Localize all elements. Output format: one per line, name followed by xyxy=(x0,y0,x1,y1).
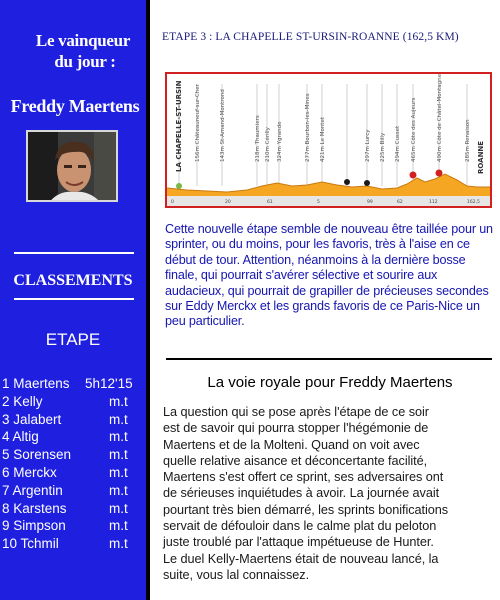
svg-text:225m Billy: 225m Billy xyxy=(380,132,386,162)
standings-rider-name: 6 Merckx xyxy=(2,464,57,480)
svg-text:465m Côte des Aujeurs: 465m Côte des Aujeurs xyxy=(411,97,417,162)
svg-text:20: 20 xyxy=(225,200,231,205)
standings-rider-time: m.t xyxy=(109,429,128,445)
svg-text:297m Lurcy: 297m Lurcy xyxy=(365,129,371,162)
stage-description: Cette nouvelle étape semble de nouveau être taillée pour un sprinter, ou du moins, pour les favoris, très à l'aise en ce début de tour. Attention, néanmoins à la dernière bosse finale, qui pourrait s'avérer sélective et sourire aux audacieux, qui pourrait de grapiller de précieuses secondes sur Eddy Merckx et les grands favoris de ce Paris-Nice un peu particulier. xyxy=(165,222,493,329)
rider-photo-image xyxy=(28,132,118,202)
standings-rider-time: m.t xyxy=(109,411,128,427)
classements-title: CLASSEMENTS xyxy=(13,272,133,289)
standings-row xyxy=(2,517,142,535)
standings-rider-time: m.t xyxy=(109,447,128,463)
standings-row xyxy=(2,411,142,429)
article-line: La question qui se pose après l'étape de ce soir xyxy=(163,405,429,419)
standings-rider-name: 9 Simpson xyxy=(2,518,66,534)
svg-text:156m Châteauneuf-sur-Cher: 156m Châteauneuf-sur-Cher xyxy=(195,84,201,162)
svg-text:218m Thaumiers: 218m Thaumiers xyxy=(255,115,261,162)
svg-text:162,5: 162,5 xyxy=(467,200,480,205)
article-line: Maertens s'est offert ce sprint, ses adversaires ont xyxy=(163,470,444,485)
svg-text:5: 5 xyxy=(317,200,320,205)
svg-text:0: 0 xyxy=(171,200,174,205)
standings-row xyxy=(2,375,142,393)
svg-text:112: 112 xyxy=(429,200,438,205)
svg-text:285m Renaison: 285m Renaison xyxy=(465,119,471,162)
article-line: Le duel Kelly-Maertens était de nouveau lancé, la xyxy=(163,551,439,566)
article-line: de sérieuses inquiétudes à avoir. La journée avait xyxy=(163,486,440,501)
article-line: suite, vous lal connaissez. xyxy=(163,567,310,582)
svg-text:277m Bourbon-les-Mines: 277m Bourbon-les-Mines xyxy=(305,93,311,162)
standings-rider-name: 4 Altig xyxy=(2,429,39,445)
article-title: La voie royale pour Freddy Maertens xyxy=(207,374,453,391)
sidebar-border xyxy=(146,0,150,600)
article-line: quelle relative aisance et déconcertante facilité, xyxy=(163,453,428,468)
svg-text:61: 61 xyxy=(267,200,273,205)
standings-rider-name: 7 Argentin xyxy=(2,482,63,498)
standings-rider-name: 3 Jalabert xyxy=(2,411,62,427)
winner-heading-line1: Le vainqueur xyxy=(35,31,131,50)
etape-label: ETAPE xyxy=(45,330,101,349)
standings-rider-time: m.t xyxy=(109,536,128,552)
article-line: Maertens et de la Molteni. Quand on voit avec xyxy=(163,437,420,452)
standings-row xyxy=(2,464,142,482)
svg-text:421m Le Montet: 421m Le Montet xyxy=(320,117,326,162)
stage-profile-image xyxy=(165,72,492,208)
standings-row xyxy=(2,393,142,411)
svg-text:490m Côte de Châtel-Montagne: 490m Côte de Châtel-Montagne xyxy=(437,74,443,162)
standings-rider-time: m.t xyxy=(109,482,128,498)
standings-rider-time: m.t xyxy=(109,464,128,480)
standings-row xyxy=(2,482,142,500)
svg-text:143m St-Amand-Montrond: 143m St-Amand-Montrond xyxy=(220,89,226,162)
stage-standings xyxy=(2,375,142,553)
profile-start-label: LA CHAPELLE-ST-URSIN xyxy=(175,80,183,172)
article-line: pourtant très bien démarré, les sprints bonifications xyxy=(163,502,449,517)
stage-title: ETAPE 3 : LA CHAPELLE ST-URSIN-ROANNE (162,5 KM) xyxy=(162,31,459,43)
standings-rider-name: 2 Kelly xyxy=(2,393,43,409)
svg-text:210m Cérilly: 210m Cérilly xyxy=(265,127,271,162)
standings-row xyxy=(2,500,142,518)
winner-heading-line2: du jour : xyxy=(54,52,116,71)
elevation-profile-graphic xyxy=(167,74,490,206)
standings-rider-time: m.t xyxy=(109,393,128,409)
svg-text:294m Cusset: 294m Cusset xyxy=(395,125,401,162)
sidebar-divider-bottom xyxy=(14,298,134,300)
standings-row xyxy=(2,535,142,553)
svg-text:62: 62 xyxy=(397,200,403,205)
svg-text:324m Ygrande: 324m Ygrande xyxy=(277,121,283,162)
standings-rider-time: 5h12'15 xyxy=(85,376,133,391)
standings-rider-time: m.t xyxy=(109,518,128,534)
standings-row xyxy=(2,428,142,446)
standings-rider-name: 5 Sorensen xyxy=(2,447,72,463)
article-body xyxy=(163,404,497,583)
content-divider xyxy=(166,358,492,360)
article-line: servait de défouloir dans le calme plat du peloton xyxy=(163,519,437,534)
winner-name: Freddy Maertens xyxy=(10,96,140,116)
winner-sidebar xyxy=(0,0,146,600)
article-line: est de savoir qui pourra stopper l'hégémonie de xyxy=(163,421,429,436)
winner-portrait xyxy=(26,130,118,202)
standings-rider-name: 10 Tchmil xyxy=(2,536,59,552)
standings-rider-name: 8 Karstens xyxy=(2,500,67,516)
sidebar-divider-top xyxy=(14,252,134,254)
standings-rider-time: m.t xyxy=(109,500,128,516)
standings-rider-name: 1 Maertens xyxy=(2,376,70,391)
standings-row xyxy=(2,446,142,464)
profile-finish-label: ROANNE xyxy=(477,140,485,174)
article-line: juste troublé par l'attaque impétueuse de Hunter. xyxy=(163,535,434,550)
svg-text:99: 99 xyxy=(367,200,373,205)
